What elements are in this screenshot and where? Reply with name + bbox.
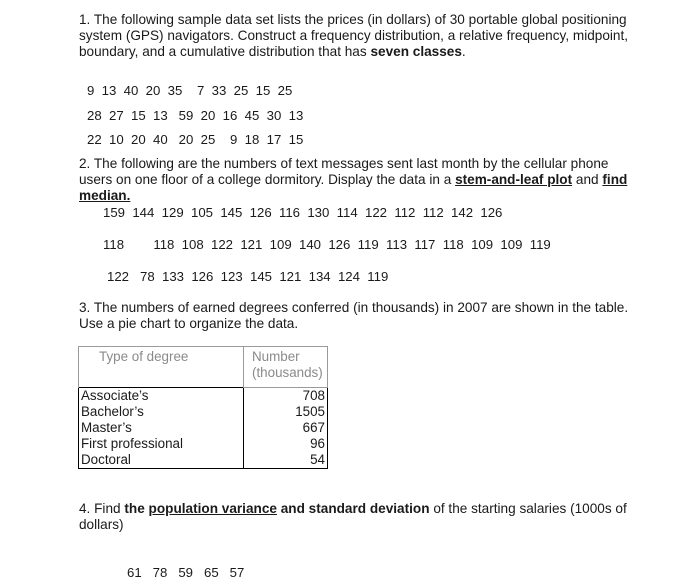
data-row: 61 78 59 65 57	[127, 565, 245, 580]
table-row	[79, 452, 328, 469]
question-number: 2.	[79, 156, 91, 171]
question-number: 3.	[79, 300, 91, 315]
question-text: The numbers of earned degrees conferred (in thousands) in 2007 are shown in the table. Use a pie chart to organize the data.	[79, 300, 629, 331]
table-row	[79, 388, 328, 405]
degree-value: 667	[244, 420, 328, 436]
question-1	[79, 12, 639, 60]
bold-phrase: find median.	[79, 172, 628, 203]
underlined-phrase: population variance	[148, 501, 277, 516]
degrees-table	[78, 346, 328, 469]
data-row: 118 118 108 122 121 109 140 126 119 113 117 118 109 109 119	[103, 237, 551, 252]
degree-type: Doctoral	[79, 452, 244, 469]
degree-value: 1505	[244, 404, 328, 420]
degree-type: Master’s	[79, 420, 244, 436]
degree-type: Bachelor’s	[79, 404, 244, 420]
data-row: 22 10 20 40 20 25 9 18 17 15	[87, 132, 304, 147]
question-2	[79, 156, 639, 204]
table-row	[79, 404, 328, 420]
header-number	[244, 347, 328, 388]
degree-value: 54	[244, 452, 328, 469]
question-text: The following are the numbers of text messages sent last month by the cellular phone users on one floor of a college dormitory. Display the data in a	[79, 156, 609, 187]
data-row: 159 144 129 105 145 126 116 130 114 122 112 112 142 126	[103, 205, 503, 220]
degree-type: Associate’s	[79, 388, 244, 405]
question-text: and	[575, 172, 599, 187]
table-header-row	[79, 347, 328, 388]
degree-value: 96	[244, 436, 328, 452]
question-text: The following sample data set lists the prices (in dollars) of 30 portable global positioning system (GPS) navigators. Construct a frequency distribution, a relative frequency, midpoint, boundary, and a cumulative distribution that has	[79, 12, 629, 59]
degree-value: 708	[244, 388, 328, 405]
bold-phrase: seven classes	[370, 44, 462, 59]
question-text: of the starting salaries (1000s of dollars)	[79, 501, 627, 532]
question-number: 4.	[79, 501, 91, 516]
data-row: 9 13 40 20 35 7 33 25 15 25	[87, 83, 293, 98]
data-row: 28 27 15 13 59 20 16 45 30 13	[87, 108, 304, 123]
data-row: 122 78 133 126 123 145 121 134 124 119	[107, 269, 389, 284]
question-number: 1.	[79, 12, 91, 27]
degree-type: First professional	[79, 436, 244, 452]
header-number-line1: Number	[252, 349, 300, 364]
header-number-line2: (thousands)	[252, 365, 323, 380]
bold-phrase: the population variance and standard deviation	[124, 501, 430, 516]
bold-phrase: stem-and-leaf plot	[455, 172, 573, 187]
table-row	[79, 436, 328, 452]
punctuation: .	[461, 44, 466, 59]
header-type: Type of degree	[79, 347, 244, 388]
question-3	[79, 300, 639, 332]
table-row	[79, 420, 328, 436]
question-text: Find	[94, 501, 121, 516]
question-4	[79, 501, 639, 533]
